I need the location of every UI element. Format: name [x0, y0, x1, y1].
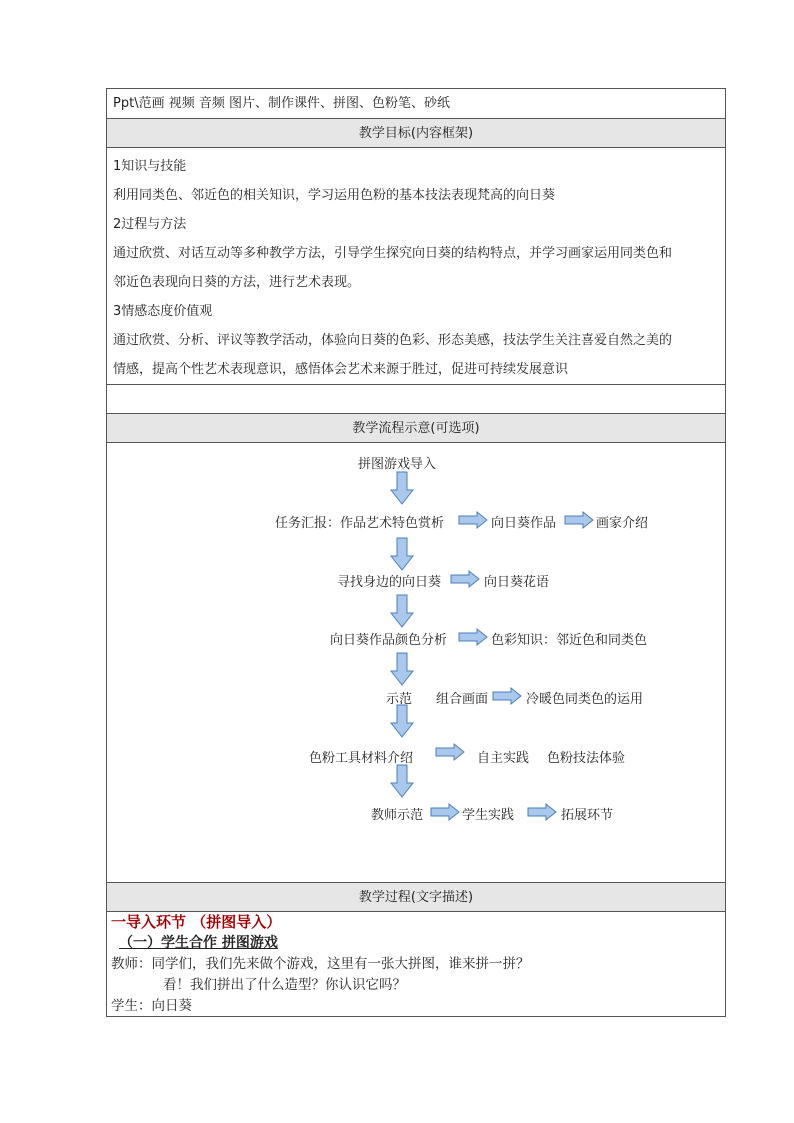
goal-text-3b: 情感，提高个性艺术表现意识，感悟体会艺术来源于胜过，促进可持续发展意识 [113, 362, 569, 377]
flow-step-7a: 教师示范 [371, 808, 424, 823]
process-header [107, 883, 725, 912]
right-arrow-5 [493, 688, 521, 704]
flow-step-6b: 自主实践 [477, 751, 530, 766]
flow-header [107, 414, 725, 443]
goal-text-1: 利用同类色、邻近色的相关知识，学习运用色粉的基本技法表现梵高的向日葵 [113, 188, 556, 203]
flow-step-5a: 示范 [386, 692, 413, 707]
process-line-2: 看！我们拼出了什么造型？你认识它吗？ [163, 977, 406, 993]
flow-step-5c: 冷暖色同类色的运用 [526, 692, 644, 707]
goal-text-2a: 通过欣赏、对话互动等多种教学方法，引导学生探究向日葵的结构特点，并学习画家运用同类色和 [113, 246, 673, 261]
right-arrow-3 [451, 571, 479, 587]
flow-step-6a: 色粉工具材料介绍 [309, 751, 414, 766]
right-arrow-2b [565, 512, 593, 528]
lesson-plan-table [106, 88, 726, 1017]
goals-header-label: 教学目标(内容框架) [358, 126, 474, 141]
process-section-title: 一导入环节 （拼图导入） [111, 913, 282, 931]
process-header-label: 教学过程(文字描述) [358, 890, 474, 905]
flow-step-2a: 任务汇报：作品艺术特色赏析 [275, 516, 445, 531]
flow-step-2b: 向日葵作品 [491, 516, 557, 531]
flow-step-5b: 组合画面 [436, 692, 489, 707]
flow-step-1: 拼图游戏导入 [358, 457, 437, 472]
goals-header [107, 119, 725, 148]
process-line-1: 教师：同学们，我们先来做个游戏，这里有一张大拼图，谁来拼一拼？ [111, 956, 530, 972]
flow-step-7c: 拓展环节 [561, 808, 614, 823]
down-arrow-5 [391, 705, 413, 737]
flow-step-6c: 色粉技法体验 [547, 751, 626, 766]
down-arrow-1 [391, 472, 413, 504]
goals-body [107, 148, 725, 385]
flow-step-3a: 寻找身边的向日葵 [337, 575, 442, 590]
goal-text-2b: 邻近色表现向日葵的方法，进行艺术表现。 [113, 275, 361, 290]
right-arrow-6 [436, 744, 464, 760]
flow-step-3b: 向日葵花语 [484, 575, 550, 590]
down-arrow-4 [391, 653, 413, 685]
flow-header-label: 教学流程示意(可选项) [352, 421, 480, 436]
goal-heading-3: 3情感态度价值观 [113, 304, 213, 319]
process-body [107, 912, 725, 1016]
flow-step-4b: 色彩知识：邻近色和同类色 [491, 633, 648, 648]
goal-text-3a: 通过欣赏、分析、评议等教学活动，体验向日葵的色彩、形态美感，技法学生关注喜爱自然之美的 [113, 333, 673, 348]
flow-step-7b: 学生实践 [462, 808, 515, 823]
goal-heading-2: 2过程与方法 [113, 217, 187, 232]
right-arrow-7a [431, 804, 459, 820]
flow-diagram [107, 443, 725, 883]
down-arrow-2 [391, 538, 413, 570]
materials-row [107, 89, 725, 119]
right-arrow-4 [459, 629, 487, 645]
down-arrow-6 [391, 765, 413, 797]
process-sub-title: （一）学生合作 拼图游戏 [119, 935, 278, 951]
process-line-3: 学生：向日葵 [111, 998, 192, 1014]
right-arrow-2a [459, 512, 487, 528]
flow-step-2c: 画家介绍 [596, 516, 649, 531]
empty-row [107, 385, 725, 414]
goal-heading-1: 1知识与技能 [113, 159, 187, 174]
right-arrow-7b [528, 804, 556, 820]
materials-text: Ppt\范画 视频 音频 图片、制作课件、拼图、色粉笔、砂纸 [113, 96, 450, 111]
down-arrow-3 [391, 595, 413, 627]
flow-step-4a: 向日葵作品颜色分析 [330, 633, 448, 648]
